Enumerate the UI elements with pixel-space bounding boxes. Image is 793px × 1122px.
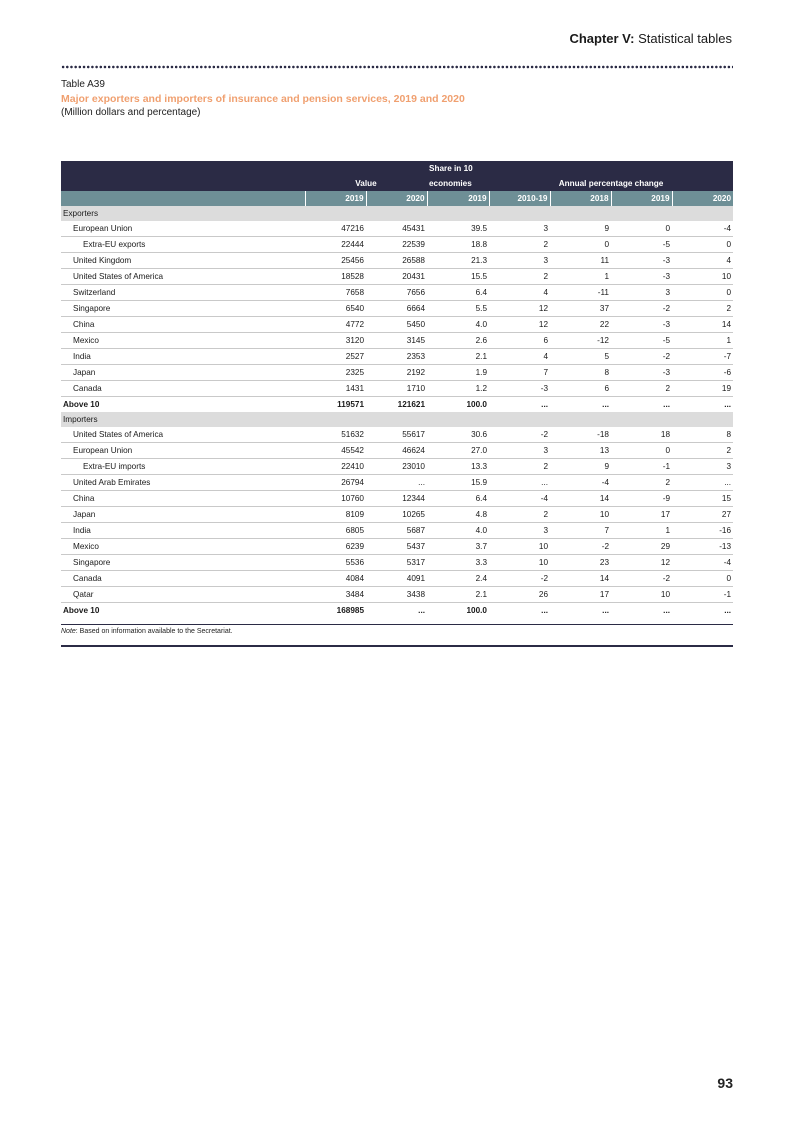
row-value: 2527: [305, 349, 366, 365]
total-value: 121621: [397, 400, 425, 409]
row-value: 3145: [366, 333, 427, 349]
table-row: [61, 381, 733, 397]
table-row: [61, 285, 733, 301]
row-value: 3438: [366, 587, 427, 603]
row-value: 18: [611, 427, 672, 443]
row-economy: United Arab Emirates: [61, 475, 305, 491]
header-share-line2: economies: [429, 179, 472, 188]
header-share-line1: Share in 10: [429, 164, 473, 173]
row-value: 14: [550, 571, 611, 587]
row-value: 6: [550, 381, 611, 397]
row-value: 3: [489, 523, 550, 539]
row-value: 10760: [305, 491, 366, 507]
row-value: -4: [550, 475, 611, 491]
row-value: 1431: [305, 381, 366, 397]
row-value: 1.2: [427, 381, 489, 397]
row-value: 7: [550, 523, 611, 539]
year-header: 2020: [366, 191, 427, 206]
total-value: ...: [602, 400, 609, 409]
row-value: 45431: [366, 221, 427, 237]
row-value: 5687: [366, 523, 427, 539]
page-number: 93: [717, 1075, 733, 1091]
row-value: -13: [672, 539, 733, 555]
row-value: 2: [611, 475, 672, 491]
row-value: 6: [489, 333, 550, 349]
row-value: -2: [550, 539, 611, 555]
row-value: 2.4: [427, 571, 489, 587]
row-value: 6540: [305, 301, 366, 317]
header-value: Value: [305, 161, 427, 191]
row-value: -1: [611, 459, 672, 475]
row-value: -4: [672, 221, 733, 237]
chapter-heading: [569, 31, 732, 46]
total-value: ...: [418, 606, 425, 615]
row-value: -3: [489, 381, 550, 397]
table-row: [61, 269, 733, 285]
row-value: 10: [489, 555, 550, 571]
row-value: 23010: [366, 459, 427, 475]
row-value: 2353: [366, 349, 427, 365]
table-row: [61, 571, 733, 587]
table-bottom-rule: [61, 624, 733, 625]
total-label: Above 10: [63, 606, 100, 615]
row-value: 3: [489, 253, 550, 269]
row-value: 22539: [366, 237, 427, 253]
row-value: 4: [489, 349, 550, 365]
row-value: 3484: [305, 587, 366, 603]
row-value: 51632: [305, 427, 366, 443]
row-value: -4: [672, 555, 733, 571]
row-value: 18528: [305, 269, 366, 285]
row-value: -3: [611, 365, 672, 381]
row-value: 39.5: [427, 221, 489, 237]
row-economy: China: [61, 317, 305, 333]
row-value: 0: [672, 571, 733, 587]
row-value: 14: [672, 317, 733, 333]
row-value: 12: [489, 317, 550, 333]
total-row: [61, 397, 733, 413]
table-row: [61, 253, 733, 269]
row-value: 4.0: [427, 523, 489, 539]
section-row: [61, 206, 733, 221]
row-value: 26588: [366, 253, 427, 269]
row-value: 2192: [366, 365, 427, 381]
row-value: 6239: [305, 539, 366, 555]
total-value: ...: [663, 400, 670, 409]
row-value: 17: [611, 507, 672, 523]
row-value: 20431: [366, 269, 427, 285]
row-value: 5437: [366, 539, 427, 555]
row-value: 3120: [305, 333, 366, 349]
table-row: [61, 427, 733, 443]
row-value: -1: [672, 587, 733, 603]
total-label: Above 10: [63, 400, 100, 409]
year-header: 2019: [427, 191, 489, 206]
row-value: -18: [550, 427, 611, 443]
row-value: 7656: [366, 285, 427, 301]
row-economy: Canada: [61, 571, 305, 587]
row-value: 13.3: [427, 459, 489, 475]
row-value: -2: [611, 571, 672, 587]
row-value: -3: [611, 269, 672, 285]
row-value: 15.9: [427, 475, 489, 491]
row-value: 2.6: [427, 333, 489, 349]
row-value: 4: [672, 253, 733, 269]
row-economy: India: [61, 349, 305, 365]
row-value: -11: [550, 285, 611, 301]
row-value: 30.6: [427, 427, 489, 443]
row-value: 4084: [305, 571, 366, 587]
row-value: 5536: [305, 555, 366, 571]
total-value: ...: [724, 400, 732, 409]
table-row: [61, 475, 733, 491]
row-value: 2: [489, 237, 550, 253]
row-value: 26: [489, 587, 550, 603]
year-header: 2019: [305, 191, 366, 206]
table-title: Major exporters and importers of insurance and pension services, 2019 and 2020: [61, 93, 465, 105]
row-value: 55617: [366, 427, 427, 443]
row-value: 3.3: [427, 555, 489, 571]
table-row: [61, 317, 733, 333]
total-value: 119571: [337, 400, 364, 409]
total-value: 100.0: [466, 400, 487, 409]
header-blank: [61, 161, 305, 191]
note-text: : Based on information available to the Secretariat.: [75, 628, 233, 635]
row-value: -12: [550, 333, 611, 349]
table-row: [61, 333, 733, 349]
section-row: [61, 412, 733, 427]
row-value: -4: [489, 491, 550, 507]
total-row: [61, 603, 733, 619]
row-value: 11: [550, 253, 611, 269]
row-value: 1.9: [427, 365, 489, 381]
total-value: ...: [541, 400, 548, 409]
header-row-years: [61, 191, 733, 206]
year-header: 2020: [672, 191, 733, 206]
row-value: 0: [550, 237, 611, 253]
table-row: [61, 507, 733, 523]
row-economy: Extra-EU exports: [61, 237, 305, 253]
table-row: [61, 459, 733, 475]
row-value: 2.1: [427, 587, 489, 603]
row-value: ...: [366, 475, 427, 491]
row-value: -2: [611, 349, 672, 365]
row-value: 9: [550, 221, 611, 237]
year-header: 2010-19: [489, 191, 550, 206]
row-economy: European Union: [61, 443, 305, 459]
row-value: -2: [611, 301, 672, 317]
row-value: 8109: [305, 507, 366, 523]
row-value: -7: [672, 349, 733, 365]
row-value: -16: [672, 523, 733, 539]
total-value: ...: [663, 606, 670, 615]
note-bottom-rule: [61, 645, 733, 647]
row-economy: Singapore: [61, 555, 305, 571]
row-value: 25456: [305, 253, 366, 269]
row-value: -2: [489, 427, 550, 443]
row-value: 4.0: [427, 317, 489, 333]
table-row: [61, 587, 733, 603]
year-header: 2019: [611, 191, 672, 206]
row-economy: Extra-EU imports: [61, 459, 305, 475]
row-value: 21.3: [427, 253, 489, 269]
header-change: Annual percentage change: [489, 161, 733, 191]
row-value: -3: [611, 253, 672, 269]
section-label: Importers: [61, 412, 733, 427]
row-value: 3: [611, 285, 672, 301]
row-value: 9: [550, 459, 611, 475]
row-economy: China: [61, 491, 305, 507]
row-value: 8: [550, 365, 611, 381]
row-economy: Qatar: [61, 587, 305, 603]
row-economy: United States of America: [61, 269, 305, 285]
row-economy: Canada: [61, 381, 305, 397]
row-value: 2: [489, 269, 550, 285]
total-value: ...: [602, 606, 609, 615]
table-label: Table A39: [61, 79, 105, 90]
row-value: 4.8: [427, 507, 489, 523]
row-value: 4772: [305, 317, 366, 333]
row-value: 6664: [366, 301, 427, 317]
row-value: 18.8: [427, 237, 489, 253]
row-value: 27.0: [427, 443, 489, 459]
row-value: -2: [489, 571, 550, 587]
row-value: -6: [672, 365, 733, 381]
row-value: -3: [611, 317, 672, 333]
row-value: 22410: [305, 459, 366, 475]
row-value: 12: [611, 555, 672, 571]
row-value: 6.4: [427, 491, 489, 507]
row-value: 0: [611, 443, 672, 459]
total-value: 168985: [336, 606, 364, 615]
table-row: [61, 349, 733, 365]
row-value: 12344: [366, 491, 427, 507]
total-value: ...: [541, 606, 548, 615]
row-value: 2325: [305, 365, 366, 381]
row-value: 2: [611, 381, 672, 397]
table-row: [61, 237, 733, 253]
row-value: 27: [672, 507, 733, 523]
row-value: -5: [611, 237, 672, 253]
table-row: [61, 555, 733, 571]
row-economy: Japan: [61, 365, 305, 381]
year-header: 2018: [550, 191, 611, 206]
row-value: 5: [550, 349, 611, 365]
row-value: 22444: [305, 237, 366, 253]
row-value: 46624: [366, 443, 427, 459]
table-row: [61, 365, 733, 381]
row-value: 4: [489, 285, 550, 301]
dotted-divider: [61, 65, 733, 69]
row-value: 2.1: [427, 349, 489, 365]
row-value: 1: [672, 333, 733, 349]
row-value: 5.5: [427, 301, 489, 317]
table-row: [61, 301, 733, 317]
row-value: 1710: [366, 381, 427, 397]
section-label: Exporters: [61, 206, 733, 221]
row-value: 10265: [366, 507, 427, 523]
row-value: 10: [489, 539, 550, 555]
total-value: 100.0: [466, 606, 487, 615]
row-value: 5450: [366, 317, 427, 333]
row-economy: Mexico: [61, 333, 305, 349]
row-economy: United States of America: [61, 427, 305, 443]
table-row: [61, 523, 733, 539]
row-value: 3: [489, 443, 550, 459]
table-row: [61, 443, 733, 459]
row-value: 17: [550, 587, 611, 603]
header-row-groups: [61, 161, 733, 191]
row-value: 6.4: [427, 285, 489, 301]
row-value: -9: [611, 491, 672, 507]
table-row: [61, 221, 733, 237]
row-value: 8: [672, 427, 733, 443]
row-value: 37: [550, 301, 611, 317]
row-economy: India: [61, 523, 305, 539]
table-subtitle: (Million dollars and percentage): [61, 107, 201, 118]
note-label: Note: [61, 628, 76, 635]
row-value: 22: [550, 317, 611, 333]
row-value: 29: [611, 539, 672, 555]
row-value: 15.5: [427, 269, 489, 285]
table-note: [61, 628, 233, 635]
row-value: ...: [489, 475, 550, 491]
row-value: 12: [489, 301, 550, 317]
row-value: 6805: [305, 523, 366, 539]
row-value: 3: [489, 221, 550, 237]
row-value: 5317: [366, 555, 427, 571]
header-years-blank: [61, 191, 305, 206]
row-economy: European Union: [61, 221, 305, 237]
row-value: 19: [672, 381, 733, 397]
row-value: 13: [550, 443, 611, 459]
row-value: 2: [489, 507, 550, 523]
row-value: 45542: [305, 443, 366, 459]
statistics-table: [61, 161, 733, 618]
row-value: 7: [489, 365, 550, 381]
row-value: 15: [672, 491, 733, 507]
table-row: [61, 491, 733, 507]
row-value: 47216: [305, 221, 366, 237]
row-value: 14: [550, 491, 611, 507]
row-value: 0: [672, 237, 733, 253]
row-value: -5: [611, 333, 672, 349]
row-economy: Singapore: [61, 301, 305, 317]
row-value: 26794: [305, 475, 366, 491]
row-value: 1: [611, 523, 672, 539]
chapter-title: Statistical tables: [634, 31, 732, 46]
row-value: 3.7: [427, 539, 489, 555]
row-economy: Switzerland: [61, 285, 305, 301]
chapter-number: Chapter V:: [569, 31, 635, 46]
row-economy: United Kingdom: [61, 253, 305, 269]
row-value: 3: [672, 459, 733, 475]
row-value: 10: [550, 507, 611, 523]
row-value: 10: [672, 269, 733, 285]
row-value: 1: [550, 269, 611, 285]
row-value: 10: [611, 587, 672, 603]
table-row: [61, 539, 733, 555]
header-share: [427, 161, 489, 191]
row-economy: Japan: [61, 507, 305, 523]
row-value: 2: [489, 459, 550, 475]
row-value: 23: [550, 555, 611, 571]
row-value: 0: [672, 285, 733, 301]
row-economy: Mexico: [61, 539, 305, 555]
row-value: 0: [611, 221, 672, 237]
total-value: ...: [724, 606, 732, 615]
row-value: 7658: [305, 285, 366, 301]
row-value: 2: [672, 301, 733, 317]
row-value: ...: [672, 475, 733, 491]
row-value: 2: [672, 443, 733, 459]
row-value: 4091: [366, 571, 427, 587]
